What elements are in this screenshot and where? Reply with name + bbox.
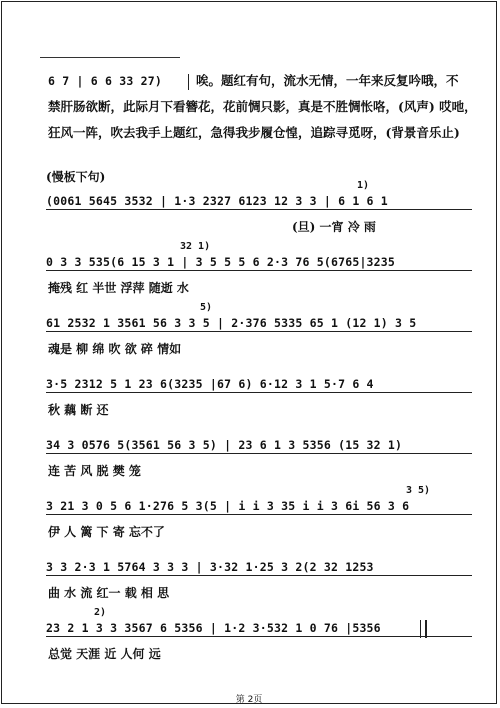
lyrics-line: (旦) 一宵 冷 雨	[292, 220, 376, 234]
lyrics-line: 魂是 柳 绵 吹 欲 碎 情如	[48, 342, 182, 356]
lyrics-line: 伊 人 篱 下 寄 忘不了	[48, 525, 165, 539]
score-page	[1, 1, 497, 704]
prose-line-1: 唉。题红有句，流水无情，一年来反复吟哦，不	[196, 73, 459, 88]
annotation: 2)	[94, 607, 107, 618]
notation-line: 61 2532 1 3561 56 3 3 5 | 2·376 5335 65 1 (12 1) 3 5	[46, 316, 472, 332]
notation-line: 3 21 3 0 5 6 1·276 5 3(5 | i i 3 35 i i 3 6i 56 3 6	[46, 499, 472, 515]
barline	[188, 74, 189, 90]
prose-line-2: 禁肝肠欲断，此际月下看簪花，花前惆只影，真是不胜惆怅咯，(风声) 哎吔，	[48, 99, 477, 114]
lyrics-line: 曲 水 流 红一 载 相 思	[48, 586, 170, 600]
lyrics-line: 掩残 红 半世 浮萍 随逝 水	[48, 281, 189, 295]
prose-line-3: 狂风一阵，吹去我手上题红，急得我步履仓惶，追踪寻觅呀，(背景音乐止)	[48, 125, 460, 140]
notation-line: 34 3 0576 5(3561 56 3 5) | 23 6 1 3 5356 (15 32 1)	[46, 438, 472, 454]
lyrics-line: 秋 藕 断 还	[48, 403, 109, 417]
annotation: 32 1)	[180, 241, 211, 252]
annotation: 3 5)	[406, 485, 431, 496]
lyrics-line: 总觉 天涯 近 人何 远	[48, 647, 161, 661]
lyrics-line: 连 苦 风 脱 樊 笼	[48, 464, 141, 478]
annotation: 5)	[200, 302, 213, 313]
annotation: 1)	[357, 180, 370, 191]
opening-notation: 6 7 | 6 6 33 27)	[48, 74, 162, 88]
section-title: (慢板下句)	[46, 170, 106, 184]
notation-line: 23 2 1 3 3 3567 6 5356 | 1·2 3·532 1 0 76 |5356	[46, 621, 472, 637]
double-barline	[420, 620, 427, 638]
page-number: 第 2页	[235, 695, 263, 704]
slur-line	[40, 57, 180, 58]
notation-line: (0061 5645 3532 | 1·3 2327 6123 12 3 3 | 6 1 6 1	[46, 194, 472, 210]
notation-line: 0 3 3 535(6 15 3 1 | 3 5 5 5 6 2·3 76 5(6765|3235	[46, 255, 472, 271]
notation-line: 3·5 2312 5 1 23 6(3235 |67 6) 6·12 3 1 5·7 6 4	[46, 377, 472, 393]
notation-line: 3 3 2·3 1 5764 3 3 3 | 3·32 1·25 3 2(2 32 1253	[46, 560, 472, 576]
